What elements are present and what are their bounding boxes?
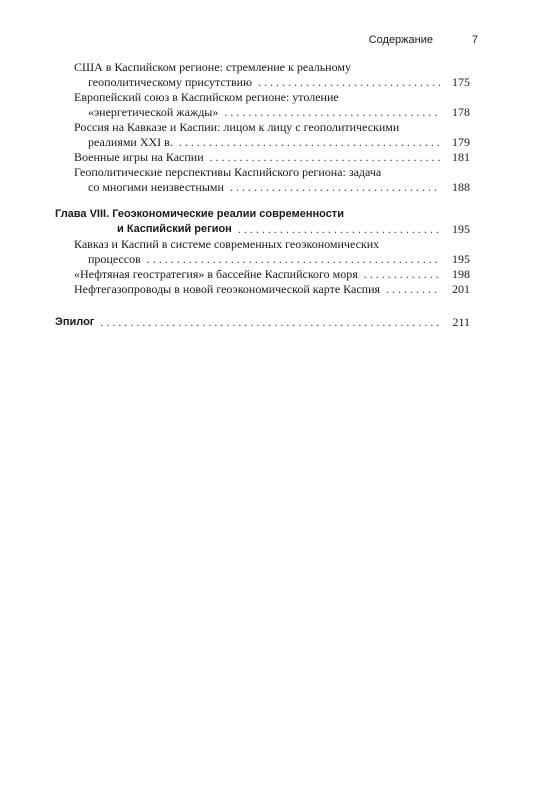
running-head (0, 33, 533, 47)
toc-entry-title-cont: геополитическому присутствию (88, 75, 253, 89)
toc-entry-title: Геополитические перспективы Каспийского региона: задача (74, 165, 382, 179)
toc-page-number: 211 (452, 315, 470, 329)
dot-leader (100, 315, 440, 330)
toc-page-number: 179 (452, 135, 470, 149)
toc-entry-title: «Нефтяная геостратегия» в бассейне Каспийского моря (74, 267, 358, 281)
dot-leader (230, 180, 440, 195)
toc-entry (55, 237, 470, 267)
toc-entry-title-cont: реалиями XXI в. (88, 135, 173, 149)
dot-leader (364, 267, 440, 282)
running-head-title: Содержание (368, 34, 433, 46)
toc-entry (55, 165, 470, 195)
toc-entry-title-cont: процессов (88, 252, 141, 266)
toc-entry (55, 90, 470, 120)
toc-entry-title: Европейский союз в Каспийском регионе: утоление (74, 90, 339, 104)
toc-chapter-heading (55, 207, 470, 237)
toc-entry-title: США в Каспийском регионе: стремление к реальному (74, 60, 351, 74)
dot-leader (179, 135, 440, 150)
dot-leader (238, 222, 440, 237)
toc-page-number: 201 (452, 282, 470, 296)
toc-page-number: 181 (452, 150, 470, 164)
toc-page-number: 175 (452, 75, 470, 89)
dot-leader (258, 75, 440, 90)
chapter-title: Глава VIII. Геоэкономические реалии современности (55, 208, 344, 220)
toc-page-number: 198 (452, 267, 470, 281)
toc-page-number: 195 (452, 222, 470, 236)
toc-entry-title-cont: со многими неизвестными (88, 180, 224, 194)
toc-entry-title: Россия на Кавказе и Каспии: лицом к лицу с геополитическими (74, 120, 400, 134)
toc-page-number: 188 (452, 180, 470, 194)
table-of-contents (55, 60, 470, 330)
toc-page-number: 195 (452, 252, 470, 266)
dot-leader (224, 105, 440, 120)
dot-leader (386, 282, 440, 297)
toc-entry (55, 60, 470, 90)
dot-leader (147, 252, 440, 267)
toc-entry (55, 150, 470, 165)
toc-page-number: 178 (452, 105, 470, 119)
toc-entry (55, 120, 470, 150)
toc-entry-title-cont: «энергетической жажды» (88, 105, 219, 119)
page-number: 7 (471, 34, 478, 46)
toc-epilogue (55, 315, 470, 330)
dot-leader (210, 150, 440, 165)
toc-entry-title: Нефтегазопроводы в новой геоэкономической карте Каспия (74, 282, 381, 296)
toc-entry-title: Кавказ и Каспий в системе современных геоэкономических (74, 237, 380, 251)
toc-entry (55, 282, 470, 297)
chapter-title-cont: и Каспийский регион (117, 223, 232, 235)
toc-entry (55, 267, 470, 282)
epilogue-title: Эпилог (55, 316, 95, 328)
toc-entry-title: Военные игры на Каспии (74, 150, 204, 164)
